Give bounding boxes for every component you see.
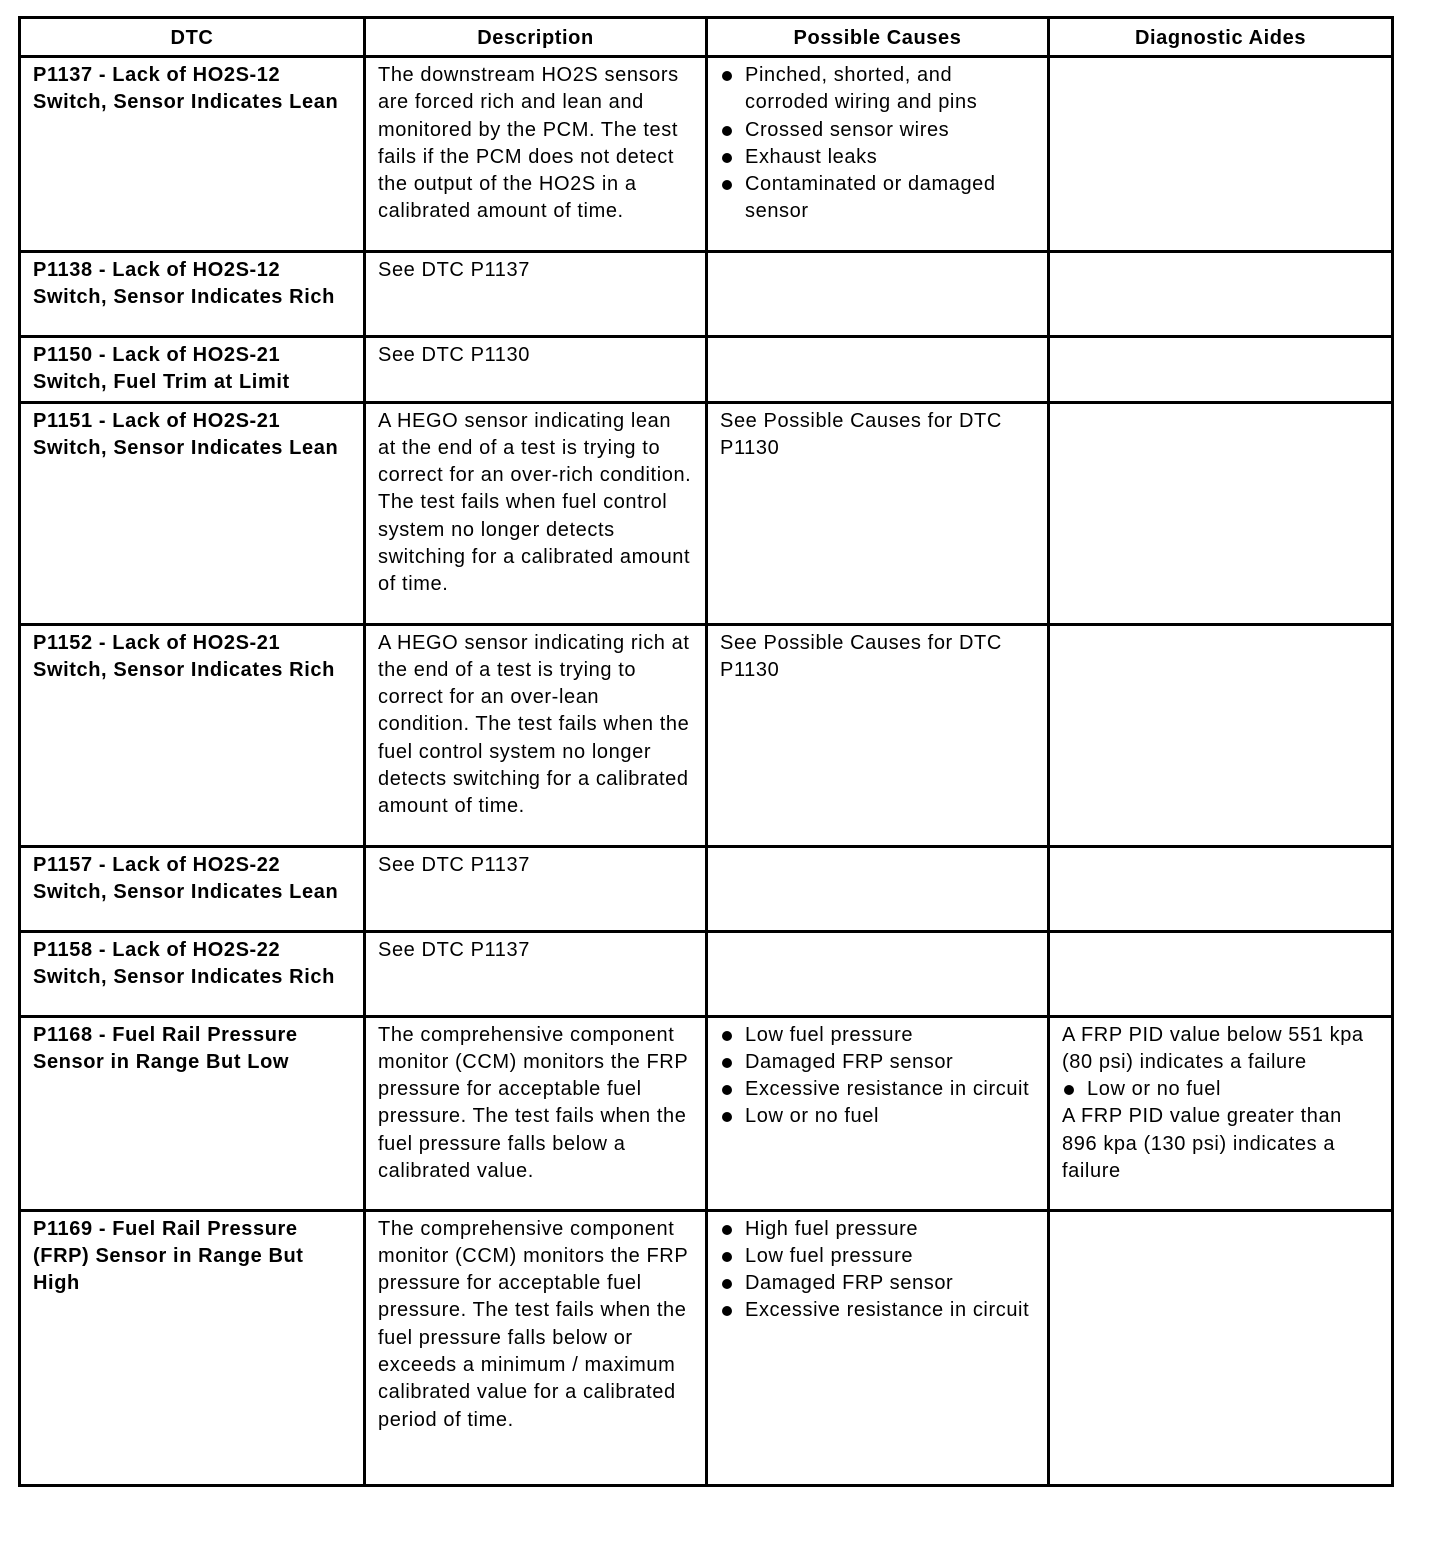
diagnostic-aides-cell: [1049, 846, 1393, 931]
diagnostic-aides-list: [1062, 1076, 1381, 1103]
possible-cause-item: High fuel pressure: [720, 1216, 1037, 1243]
possible-cause-item: Pinched, shorted, and corroded wiring and pins: [720, 62, 1037, 117]
possible-cause-item: Low fuel pressure: [720, 1243, 1037, 1270]
header-possible-causes: Possible Causes: [707, 18, 1049, 57]
possible-causes-list: [720, 1216, 1037, 1325]
description-cell: See DTC P1137: [365, 931, 707, 1016]
diagnostic-aides-cell: [1049, 57, 1393, 252]
description-cell: See DTC P1137: [365, 252, 707, 337]
diagnostic-aides-cell: [1049, 402, 1393, 624]
dtc-code-cell: P1158 - Lack of HO2S-22 Switch, Sensor Indicates Rich: [20, 931, 365, 1016]
possible-causes-cell: [707, 624, 1049, 846]
header-row: [20, 18, 1393, 57]
table-row: [20, 1016, 1393, 1210]
possible-causes-cell: [707, 846, 1049, 931]
diagnostic-aides-cell: [1049, 337, 1393, 403]
diagnostic-aides-cell: [1049, 1210, 1393, 1485]
header-dtc: DTC: [20, 18, 365, 57]
possible-cause-item: Damaged FRP sensor: [720, 1270, 1037, 1297]
dtc-code-cell: P1150 - Lack of HO2S-21 Switch, Fuel Trim at Limit: [20, 337, 365, 403]
possible-cause-item: Excessive resistance in circuit: [720, 1076, 1037, 1103]
table-row: [20, 624, 1393, 846]
table-row: [20, 252, 1393, 337]
diagnostic-aides-cell: [1049, 252, 1393, 337]
dtc-table: [18, 16, 1394, 1487]
possible-cause-item: Low fuel pressure: [720, 1022, 1037, 1049]
possible-cause-item: Low or no fuel: [720, 1103, 1037, 1130]
possible-causes-cell: [707, 337, 1049, 403]
table-body: [20, 57, 1393, 1486]
dtc-code-cell: P1137 - Lack of HO2S-12 Switch, Sensor Indicates Lean: [20, 57, 365, 252]
description-cell: A HEGO sensor indicating rich at the end of a test is trying to correct for an over-lean condition. The test fails when the fuel control system no longer detects switching for a calibrated amount of time.: [365, 624, 707, 846]
possible-cause-item: Excessive resistance in circuit: [720, 1297, 1037, 1324]
dtc-code-cell: P1151 - Lack of HO2S-21 Switch, Sensor Indicates Lean: [20, 402, 365, 624]
table-row: [20, 1210, 1393, 1485]
table-row: [20, 337, 1393, 403]
possible-cause-item: Crossed sensor wires: [720, 117, 1037, 144]
description-cell: See DTC P1137: [365, 846, 707, 931]
diagnostic-aides-cell: [1049, 624, 1393, 846]
header-diagnostic-aides: Diagnostic Aides: [1049, 18, 1393, 57]
possible-causes-cell: [707, 402, 1049, 624]
dtc-code-cell: P1157 - Lack of HO2S-22 Switch, Sensor Indicates Lean: [20, 846, 365, 931]
diagnostic-aide-text: A FRP PID value greater than 896 kpa (130 psi) indicates a failure: [1062, 1105, 1342, 1183]
table-row: [20, 846, 1393, 931]
possible-causes-cell: [707, 1016, 1049, 1210]
diagnostic-aides-cell: [1049, 931, 1393, 1016]
possible-causes-text: See Possible Causes for DTC P1130: [720, 631, 1002, 681]
possible-cause-item: Contaminated or damaged sensor: [720, 171, 1037, 226]
description-cell: The downstream HO2S sensors are forced rich and lean and monitored by the PCM. The test fails if the PCM does not detect the output of the HO2S in a calibrated amount of time.: [365, 57, 707, 252]
table-row: [20, 57, 1393, 252]
table-row: [20, 402, 1393, 624]
description-cell: See DTC P1130: [365, 337, 707, 403]
description-cell: The comprehensive component monitor (CCM) monitors the FRP pressure for acceptable fuel pressure. The test fails when the fuel pressure falls below a calibrated value.: [365, 1016, 707, 1210]
possible-causes-cell: [707, 1210, 1049, 1485]
possible-causes-cell: [707, 57, 1049, 252]
dtc-code-cell: P1168 - Fuel Rail Pressure Sensor in Range But Low: [20, 1016, 365, 1210]
dtc-code-cell: P1152 - Lack of HO2S-21 Switch, Sensor Indicates Rich: [20, 624, 365, 846]
diagnostic-aides-cell: [1049, 1016, 1393, 1210]
dtc-code-cell: P1169 - Fuel Rail Pressure (FRP) Sensor in Range But High: [20, 1210, 365, 1485]
diagnostic-aide-item: Low or no fuel: [1062, 1076, 1381, 1103]
diagnostic-aide-text: A FRP PID value below 551 kpa (80 psi) indicates a failure: [1062, 1023, 1364, 1073]
dtc-code-cell: P1138 - Lack of HO2S-12 Switch, Sensor Indicates Rich: [20, 252, 365, 337]
description-cell: The comprehensive component monitor (CCM) monitors the FRP pressure for acceptable fuel pressure. The test fails when the fuel pressure falls below or exceeds a minimum / maximum calibrated value for a calibrated period of time.: [365, 1210, 707, 1485]
table-row: [20, 931, 1393, 1016]
possible-causes-list: [720, 62, 1037, 226]
description-cell: A HEGO sensor indicating lean at the end of a test is trying to correct for an over-rich condition. The test fails when fuel control system no longer detects switching for a calibrated amount of time.: [365, 402, 707, 624]
possible-causes-list: [720, 1022, 1037, 1131]
possible-cause-item: Damaged FRP sensor: [720, 1049, 1037, 1076]
possible-causes-cell: [707, 252, 1049, 337]
header-description: Description: [365, 18, 707, 57]
possible-causes-cell: [707, 931, 1049, 1016]
possible-causes-text: See Possible Causes for DTC P1130: [720, 409, 1002, 459]
possible-cause-item: Exhaust leaks: [720, 144, 1037, 171]
